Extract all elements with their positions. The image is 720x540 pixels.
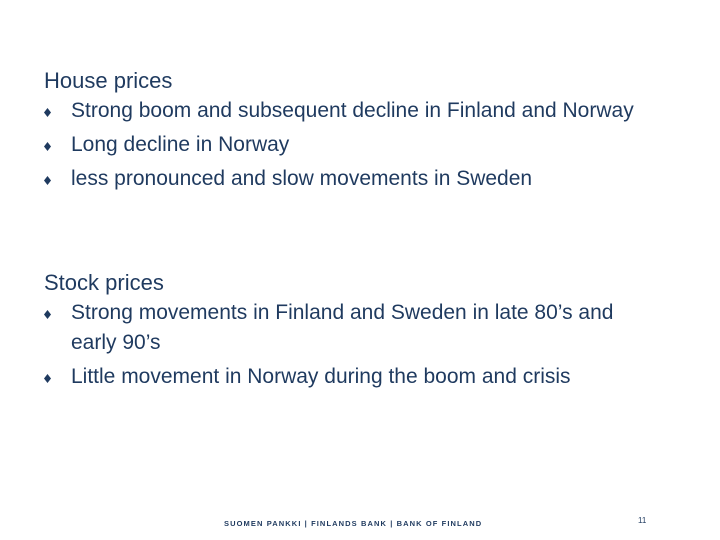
bullet-text: Long decline in Norway (71, 133, 290, 156)
bullet-text: Strong boom and subsequent decline in Finland and Norway (71, 99, 634, 122)
bullet-text: Little movement in Norway during the boom and crisis (71, 365, 571, 388)
footer-bank-name: SUOMEN PANKKI | FINLANDS BANK | BANK OF FINLAND (224, 519, 483, 528)
bullet-text: Strong movements in Finland and Sweden in late 80’s and early 90’s (71, 301, 614, 354)
section-heading: Stock prices (44, 270, 164, 295)
diamond-bullet-icon (44, 108, 51, 117)
bullet-item (44, 164, 664, 194)
bullet-list (44, 298, 664, 392)
diamond-bullet-icon (44, 142, 51, 151)
section-stock-prices (44, 268, 664, 396)
diamond-bullet-icon (44, 176, 51, 185)
bullet-item (44, 130, 664, 160)
section-house-prices (44, 66, 664, 198)
bullet-item (44, 96, 664, 126)
bullet-text: less pronounced and slow movements in Sweden (71, 167, 533, 190)
section-heading: House prices (44, 68, 173, 93)
diamond-bullet-icon (44, 310, 51, 319)
bullet-item (44, 298, 664, 358)
page-number: 11 (638, 516, 647, 525)
diamond-bullet-icon (44, 374, 51, 383)
bullet-item (44, 362, 664, 392)
bullet-list (44, 96, 664, 194)
